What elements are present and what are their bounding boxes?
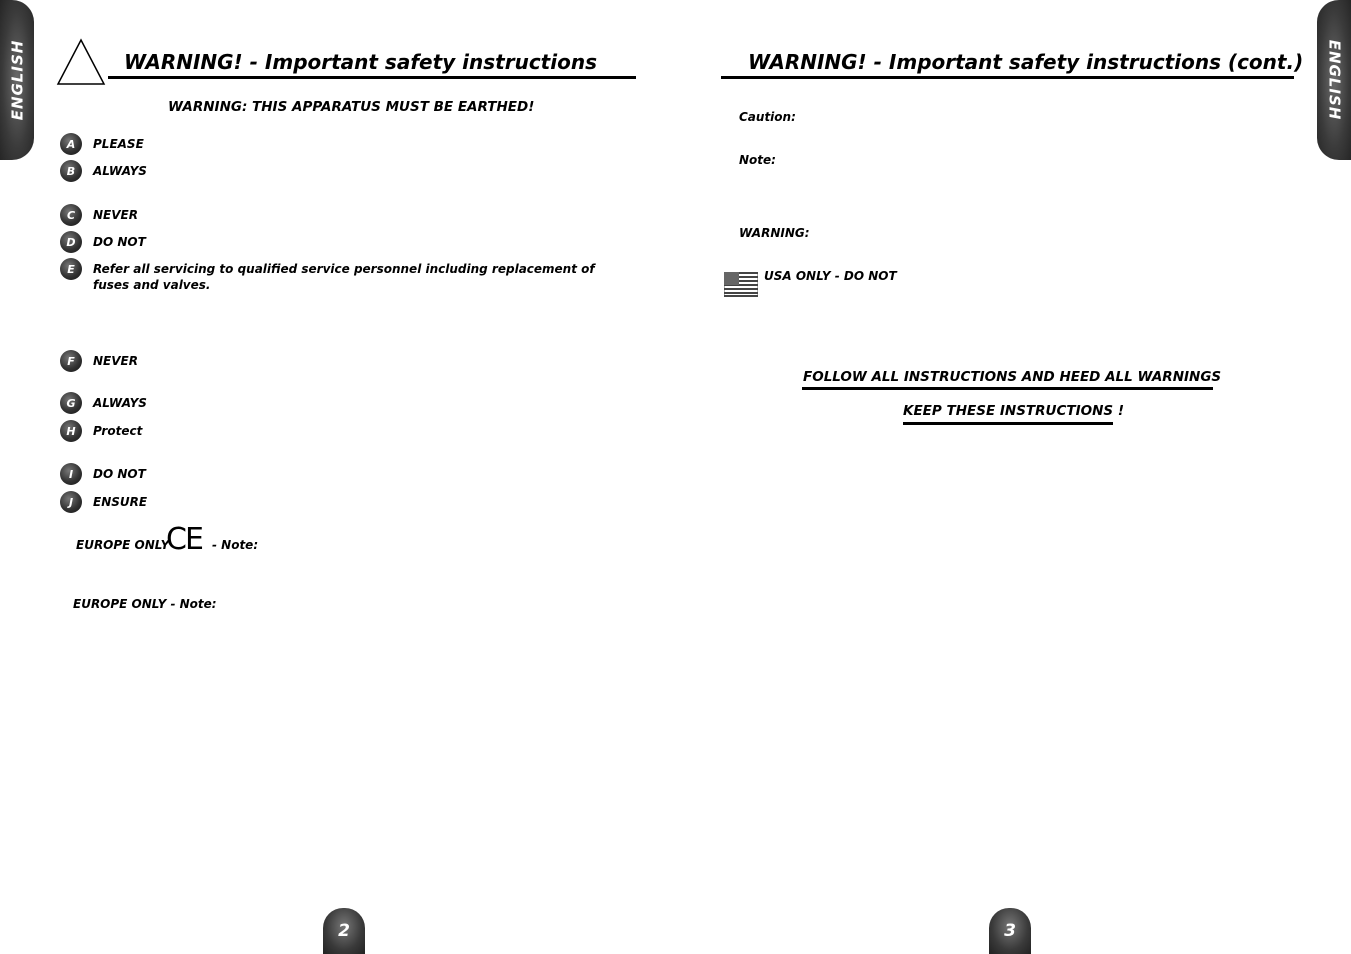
page-number: 3	[989, 908, 1031, 954]
europe-note-2: EUROPE ONLY - Note:	[73, 597, 217, 611]
item-badge: F	[60, 350, 82, 372]
item-badge: A	[60, 133, 82, 155]
item-text: NEVER	[93, 208, 138, 222]
title-underline	[721, 76, 1294, 79]
item-text: PLEASE	[93, 137, 144, 151]
item-text: DO NOT	[93, 467, 146, 481]
item-text: Protect	[93, 424, 143, 438]
item-text: NEVER	[93, 354, 138, 368]
ce-mark-icon: CE	[166, 522, 202, 557]
left-page	[0, 0, 675, 954]
note-label: Note:	[739, 153, 776, 167]
item-text: DO NOT	[93, 235, 146, 249]
warning-triangle-icon	[56, 38, 106, 86]
europe-note-prefix: EUROPE ONLY	[76, 538, 170, 552]
warning-label: WARNING:	[739, 226, 810, 240]
europe-note-suffix: - Note:	[212, 538, 259, 552]
keep-instructions-heading: KEEP THESE INSTRUCTIONS !	[903, 403, 1124, 419]
usa-only-label: USA ONLY - DO NOT	[764, 269, 897, 283]
caution-label: Caution:	[739, 110, 796, 124]
item-badge: B	[60, 160, 82, 182]
usa-flag-icon	[724, 272, 758, 297]
item-badge: J	[60, 491, 82, 513]
item-badge: D	[60, 231, 82, 253]
page-title: WARNING! - Important safety instructions	[124, 50, 597, 74]
language-tab-left	[0, 0, 34, 160]
item-badge: E	[60, 258, 82, 280]
language-tab-label: ENGLISH	[8, 39, 27, 121]
follow-heading-underline	[802, 387, 1213, 390]
language-tab-label: ENGLISH	[1325, 39, 1344, 121]
item-badge: G	[60, 392, 82, 414]
item-text: Refer all servicing to qualified service personnel including replacement of fuses and valves.	[93, 262, 595, 292]
title-underline	[108, 76, 636, 79]
keep-heading-underline	[903, 422, 1113, 425]
page-number: 2	[323, 908, 365, 954]
follow-instructions-heading: FOLLOW ALL INSTRUCTIONS AND HEED ALL WARNINGS	[803, 369, 1222, 385]
item-badge: H	[60, 420, 82, 442]
language-tab-right	[1317, 0, 1351, 160]
item-text: ALWAYS	[93, 164, 147, 178]
page-title: WARNING! - Important safety instructions (cont.)	[748, 50, 1304, 74]
item-badge: I	[60, 463, 82, 485]
earthing-warning: WARNING: THIS APPARATUS MUST BE EARTHED!	[168, 99, 535, 115]
item-badge: C	[60, 204, 82, 226]
item-text: ALWAYS	[93, 396, 147, 410]
item-text: ENSURE	[93, 495, 148, 509]
right-page	[675, 0, 1351, 954]
